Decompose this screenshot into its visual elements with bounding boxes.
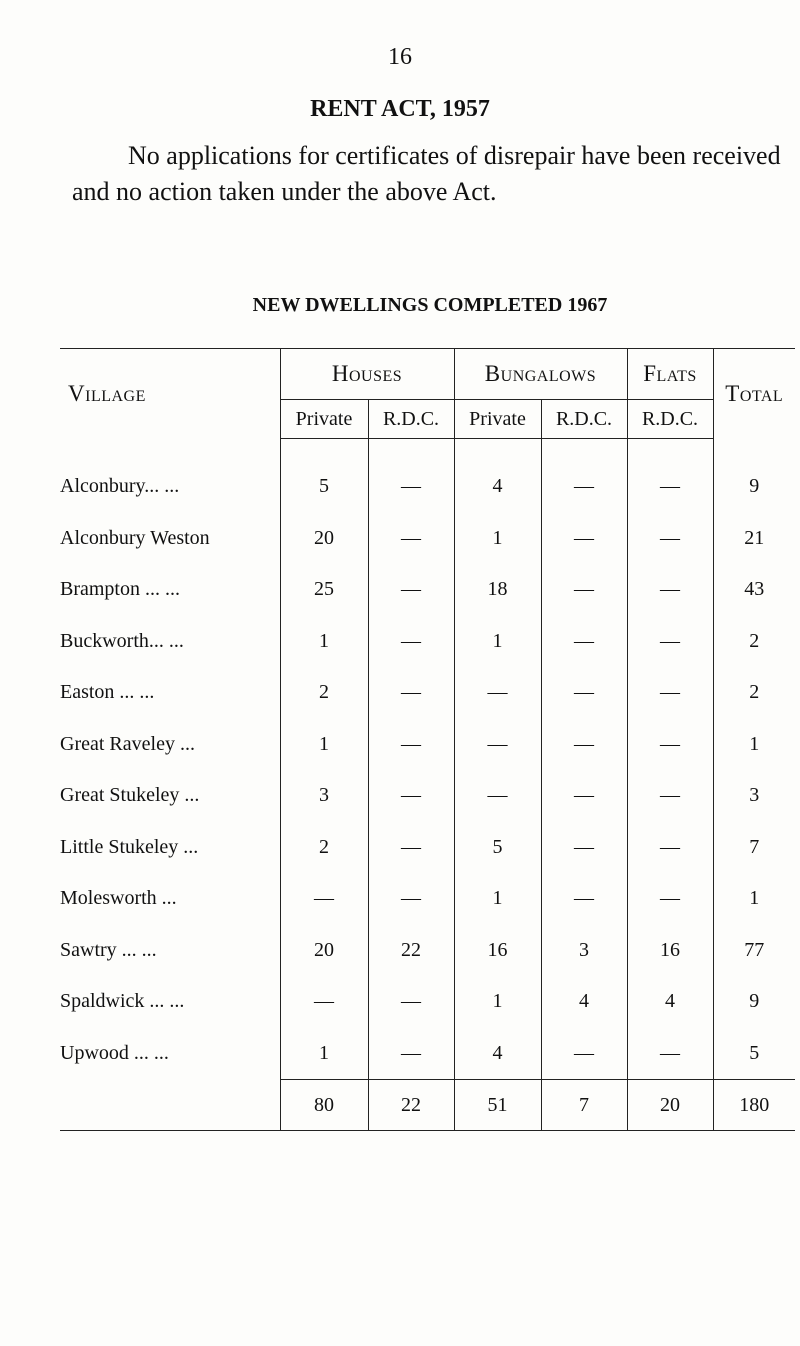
houses-rdc-cell: —: [368, 873, 454, 925]
total-cell: 9: [713, 976, 795, 1028]
houses-rdc-cell: —: [368, 719, 454, 771]
table-row: [60, 822, 795, 874]
houses-rdc-cell: —: [368, 976, 454, 1028]
flats-rdc-cell: —: [627, 873, 713, 925]
header-flats: Flats: [627, 349, 713, 400]
village-name: Alconbury... ...: [60, 475, 180, 497]
header-bungalows-private: Private: [454, 400, 541, 439]
flats-rdc-cell: 16: [627, 925, 713, 977]
header-flats-rdc: R.D.C.: [627, 400, 713, 439]
flats-rdc-cell: —: [627, 667, 713, 719]
page-number: 16: [388, 44, 412, 70]
header-bungalows-rdc: R.D.C.: [541, 400, 627, 439]
village-name: Alconbury Weston: [60, 526, 210, 549]
table-row: [60, 513, 795, 565]
total-cell: 3: [713, 770, 795, 822]
bungalows-private-cell: 1: [454, 513, 541, 565]
flats-rdc-cell: —: [627, 822, 713, 874]
total-cell: 1: [713, 873, 795, 925]
bungalows-private-cell: 1: [454, 976, 541, 1028]
houses-rdc-cell: —: [368, 667, 454, 719]
dwellings-table-container: [60, 348, 795, 1131]
table-row: [60, 976, 795, 1028]
total-houses-private: 80: [280, 1080, 368, 1131]
bungalows-rdc-cell: —: [541, 873, 627, 925]
totals-row: [60, 1080, 795, 1131]
bungalows-rdc-cell: —: [541, 616, 627, 668]
table-row: [60, 770, 795, 822]
flats-rdc-cell: —: [627, 1028, 713, 1080]
totals-label-empty: [60, 1080, 280, 1131]
flats-rdc-cell: —: [627, 439, 713, 513]
total-cell: 2: [713, 667, 795, 719]
bungalows-private-cell: —: [454, 770, 541, 822]
header-houses-rdc: R.D.C.: [368, 400, 454, 439]
houses-rdc-cell: —: [368, 513, 454, 565]
bungalows-rdc-cell: —: [541, 1028, 627, 1080]
village-name: Easton ... ...: [60, 681, 155, 704]
paragraph-text: No applications for certificates of disrepair have been received and no action taken under the above Act.: [72, 141, 781, 206]
flats-rdc-cell: —: [627, 564, 713, 616]
bungalows-private-cell: —: [454, 719, 541, 771]
total-cell: 1: [713, 719, 795, 771]
houses-private-cell: 25: [280, 564, 368, 616]
table-row: [60, 925, 795, 977]
bungalows-private-cell: —: [454, 667, 541, 719]
page-heading: RENT ACT, 1957: [310, 96, 490, 122]
total-bungalows-rdc: 7: [541, 1080, 627, 1131]
flats-rdc-cell: 4: [627, 976, 713, 1028]
table-row: [60, 667, 795, 719]
bungalows-private-cell: 1: [454, 873, 541, 925]
houses-private-cell: 5: [280, 439, 368, 513]
village-name: Molesworth ...: [60, 887, 177, 910]
houses-private-cell: —: [280, 873, 368, 925]
total-cell: 9: [713, 439, 795, 513]
bungalows-private-cell: 5: [454, 822, 541, 874]
houses-rdc-cell: —: [368, 770, 454, 822]
village-name: Brampton ... ...: [60, 578, 180, 601]
village-name: Great Stukeley ...: [60, 784, 200, 807]
houses-private-cell: —: [280, 976, 368, 1028]
village-name: Spaldwick ... ...: [60, 990, 185, 1013]
bungalows-private-cell: 18: [454, 564, 541, 616]
header-houses-private: Private: [280, 400, 368, 439]
houses-rdc-cell: —: [368, 564, 454, 616]
houses-private-cell: 3: [280, 770, 368, 822]
village-name: Great Raveley ...: [60, 732, 195, 755]
bungalows-private-cell: 4: [454, 439, 541, 513]
bungalows-rdc-cell: —: [541, 564, 627, 616]
houses-rdc-cell: —: [368, 439, 454, 513]
table-row: [60, 564, 795, 616]
village-name: Sawtry ... ...: [60, 938, 157, 961]
table-row: [60, 873, 795, 925]
houses-private-cell: 1: [280, 1028, 368, 1080]
total-cell: 21: [713, 513, 795, 565]
houses-private-cell: 1: [280, 719, 368, 771]
bungalows-rdc-cell: —: [541, 719, 627, 771]
bungalows-rdc-cell: —: [541, 667, 627, 719]
bungalows-rdc-cell: 4: [541, 976, 627, 1028]
bungalows-rdc-cell: —: [541, 770, 627, 822]
village-name: Buckworth... ...: [60, 629, 184, 652]
village-name: Little Stukeley ...: [60, 835, 199, 858]
village-name: Upwood ... ...: [60, 1042, 169, 1064]
header-houses: Houses: [280, 349, 454, 400]
flats-rdc-cell: —: [627, 770, 713, 822]
new-dwellings-table: [60, 348, 795, 1131]
flats-rdc-cell: —: [627, 719, 713, 771]
total-bungalows-private: 51: [454, 1080, 541, 1131]
bungalows-rdc-cell: —: [541, 513, 627, 565]
bungalows-private-cell: 1: [454, 616, 541, 668]
total-flats-rdc: 20: [627, 1080, 713, 1131]
table-row: [60, 719, 795, 771]
houses-private-cell: 20: [280, 513, 368, 565]
total-houses-rdc: 22: [368, 1080, 454, 1131]
total-cell: 2: [713, 616, 795, 668]
total-cell: 5: [713, 1028, 795, 1080]
houses-private-cell: 20: [280, 925, 368, 977]
body-paragraph: [72, 138, 800, 210]
flats-rdc-cell: —: [627, 616, 713, 668]
houses-private-cell: 2: [280, 822, 368, 874]
bungalows-rdc-cell: —: [541, 822, 627, 874]
houses-rdc-cell: —: [368, 616, 454, 668]
header-bungalows: Bungalows: [454, 349, 627, 400]
total-cell: 77: [713, 925, 795, 977]
table-row: [60, 616, 795, 668]
grand-total: 180: [713, 1080, 795, 1131]
houses-rdc-cell: —: [368, 822, 454, 874]
bungalows-rdc-cell: —: [541, 439, 627, 513]
bungalows-rdc-cell: 3: [541, 925, 627, 977]
bungalows-private-cell: 4: [454, 1028, 541, 1080]
header-total: Total: [713, 349, 795, 439]
table-title: NEW DWELLINGS COMPLETED 1967: [252, 294, 608, 316]
header-village: Village: [60, 349, 280, 439]
houses-rdc-cell: —: [368, 1028, 454, 1080]
table-row: [60, 1028, 795, 1080]
houses-private-cell: 2: [280, 667, 368, 719]
houses-private-cell: 1: [280, 616, 368, 668]
houses-rdc-cell: 22: [368, 925, 454, 977]
total-cell: 7: [713, 822, 795, 874]
bungalows-private-cell: 16: [454, 925, 541, 977]
flats-rdc-cell: —: [627, 513, 713, 565]
table-row: [60, 439, 795, 513]
total-cell: 43: [713, 564, 795, 616]
